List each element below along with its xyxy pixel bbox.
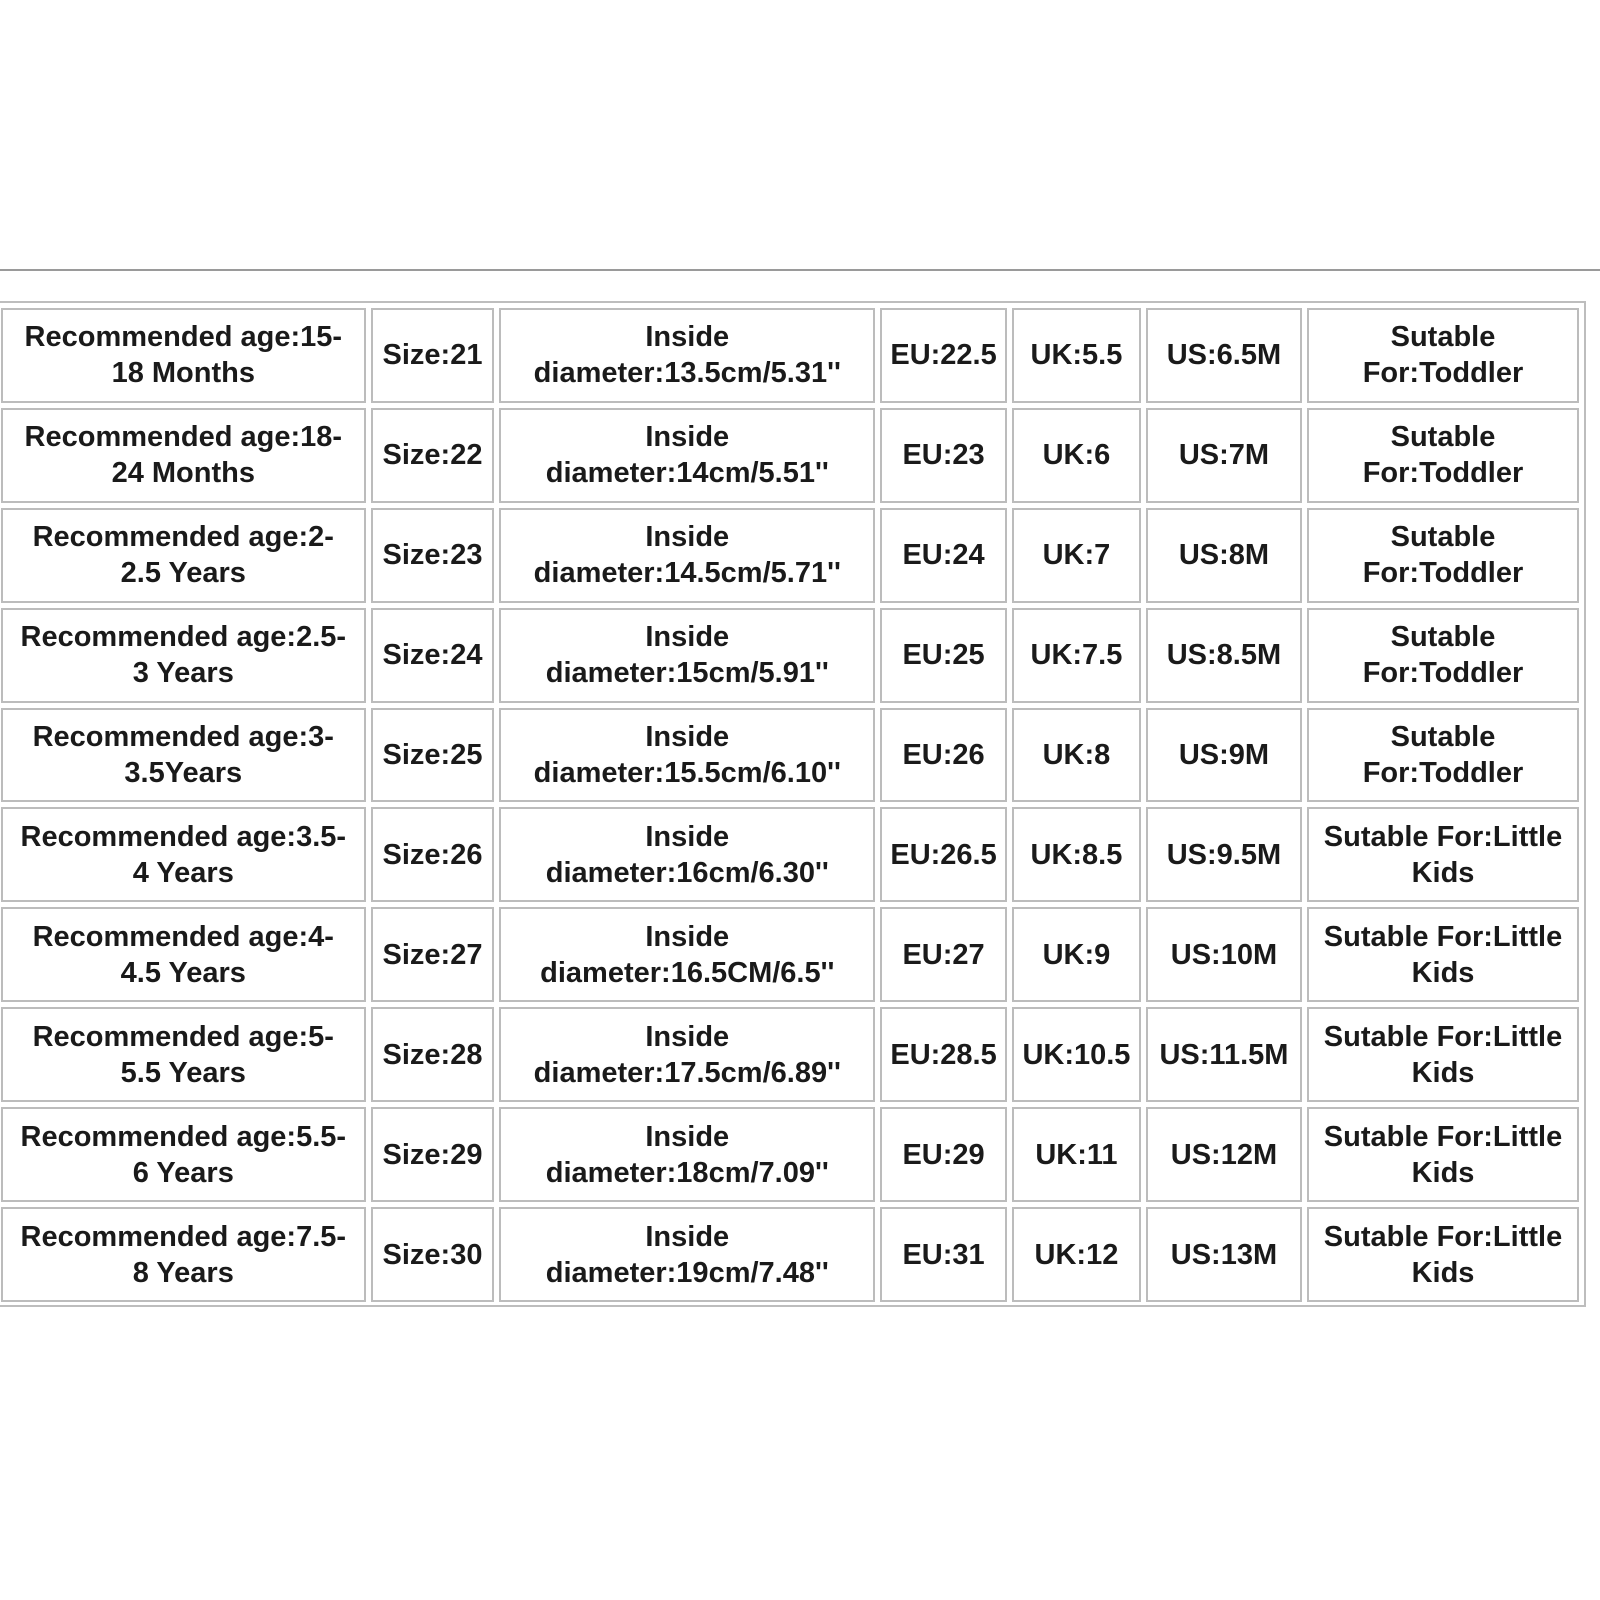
us-size-cell: US:13M	[1146, 1207, 1302, 1302]
age-cell: Recommended age:18- 24 Months	[1, 408, 366, 503]
size-cell: Size:27	[371, 907, 495, 1002]
size-cell: Size:28	[371, 1007, 495, 1102]
suitable-for-cell: Sutable For:Little Kids	[1307, 1007, 1579, 1102]
eu-size-cell: EU:29	[880, 1107, 1007, 1202]
size-cell: Size:24	[371, 608, 495, 703]
uk-size-cell: UK:12	[1012, 1207, 1141, 1302]
eu-size-cell: EU:22.5	[880, 308, 1007, 403]
age-cell: Recommended age:3.5- 4 Years	[1, 807, 366, 902]
suitable-for-cell: Sutable For:Little Kids	[1307, 1207, 1579, 1302]
suitable-for-cell: Sutable For:Toddler	[1307, 608, 1579, 703]
table-row	[1, 308, 1579, 403]
diameter-cell: Inside diameter:13.5cm/5.31''	[499, 308, 875, 403]
age-cell: Recommended age:5- 5.5 Years	[1, 1007, 366, 1102]
age-cell: Recommended age:2.5- 3 Years	[1, 608, 366, 703]
us-size-cell: US:11.5M	[1146, 1007, 1302, 1102]
suitable-for-cell: Sutable For:Toddler	[1307, 508, 1579, 603]
size-chart-body	[1, 308, 1579, 1302]
top-divider	[0, 269, 1600, 271]
table-row	[1, 608, 1579, 703]
suitable-for-cell: Sutable For:Toddler	[1307, 708, 1579, 803]
eu-size-cell: EU:26	[880, 708, 1007, 803]
eu-size-cell: EU:25	[880, 608, 1007, 703]
uk-size-cell: UK:9	[1012, 907, 1141, 1002]
us-size-cell: US:7M	[1146, 408, 1302, 503]
uk-size-cell: UK:8.5	[1012, 807, 1141, 902]
size-cell: Size:21	[371, 308, 495, 403]
table-row	[1, 508, 1579, 603]
uk-size-cell: UK:11	[1012, 1107, 1141, 1202]
size-cell: Size:26	[371, 807, 495, 902]
table-row	[1, 1107, 1579, 1202]
us-size-cell: US:8M	[1146, 508, 1302, 603]
table-row	[1, 907, 1579, 1002]
table-row	[1, 807, 1579, 902]
suitable-for-cell: Sutable For:Little Kids	[1307, 807, 1579, 902]
age-cell: Recommended age:5.5- 6 Years	[1, 1107, 366, 1202]
uk-size-cell: UK:10.5	[1012, 1007, 1141, 1102]
age-cell: Recommended age:4- 4.5 Years	[1, 907, 366, 1002]
us-size-cell: US:12M	[1146, 1107, 1302, 1202]
eu-size-cell: EU:24	[880, 508, 1007, 603]
diameter-cell: Inside diameter:15cm/5.91''	[499, 608, 875, 703]
table-row	[1, 708, 1579, 803]
age-cell: Recommended age:3- 3.5Years	[1, 708, 366, 803]
age-cell: Recommended age:15- 18 Months	[1, 308, 366, 403]
uk-size-cell: UK:5.5	[1012, 308, 1141, 403]
table-row	[1, 1007, 1579, 1102]
diameter-cell: Inside diameter:14cm/5.51''	[499, 408, 875, 503]
age-cell: Recommended age:7.5- 8 Years	[1, 1207, 366, 1302]
diameter-cell: Inside diameter:16cm/6.30''	[499, 807, 875, 902]
size-cell: Size:29	[371, 1107, 495, 1202]
size-chart	[0, 301, 1586, 1307]
uk-size-cell: UK:6	[1012, 408, 1141, 503]
table-row	[1, 408, 1579, 503]
diameter-cell: Inside diameter:16.5CM/6.5''	[499, 907, 875, 1002]
eu-size-cell: EU:23	[880, 408, 1007, 503]
eu-size-cell: EU:26.5	[880, 807, 1007, 902]
suitable-for-cell: Sutable For:Toddler	[1307, 308, 1579, 403]
suitable-for-cell: Sutable For:Toddler	[1307, 408, 1579, 503]
eu-size-cell: EU:28.5	[880, 1007, 1007, 1102]
size-cell: Size:22	[371, 408, 495, 503]
us-size-cell: US:8.5M	[1146, 608, 1302, 703]
us-size-cell: US:6.5M	[1146, 308, 1302, 403]
suitable-for-cell: Sutable For:Little Kids	[1307, 1107, 1579, 1202]
us-size-cell: US:9M	[1146, 708, 1302, 803]
eu-size-cell: EU:27	[880, 907, 1007, 1002]
diameter-cell: Inside diameter:19cm/7.48''	[499, 1207, 875, 1302]
diameter-cell: Inside diameter:15.5cm/6.10''	[499, 708, 875, 803]
size-cell: Size:25	[371, 708, 495, 803]
us-size-cell: US:10M	[1146, 907, 1302, 1002]
diameter-cell: Inside diameter:17.5cm/6.89''	[499, 1007, 875, 1102]
size-chart-table	[0, 303, 1584, 1307]
uk-size-cell: UK:8	[1012, 708, 1141, 803]
eu-size-cell: EU:31	[880, 1207, 1007, 1302]
suitable-for-cell: Sutable For:Little Kids	[1307, 907, 1579, 1002]
uk-size-cell: UK:7.5	[1012, 608, 1141, 703]
age-cell: Recommended age:2- 2.5 Years	[1, 508, 366, 603]
diameter-cell: Inside diameter:18cm/7.09''	[499, 1107, 875, 1202]
size-cell: Size:30	[371, 1207, 495, 1302]
size-cell: Size:23	[371, 508, 495, 603]
us-size-cell: US:9.5M	[1146, 807, 1302, 902]
diameter-cell: Inside diameter:14.5cm/5.71''	[499, 508, 875, 603]
uk-size-cell: UK:7	[1012, 508, 1141, 603]
table-row	[1, 1207, 1579, 1302]
